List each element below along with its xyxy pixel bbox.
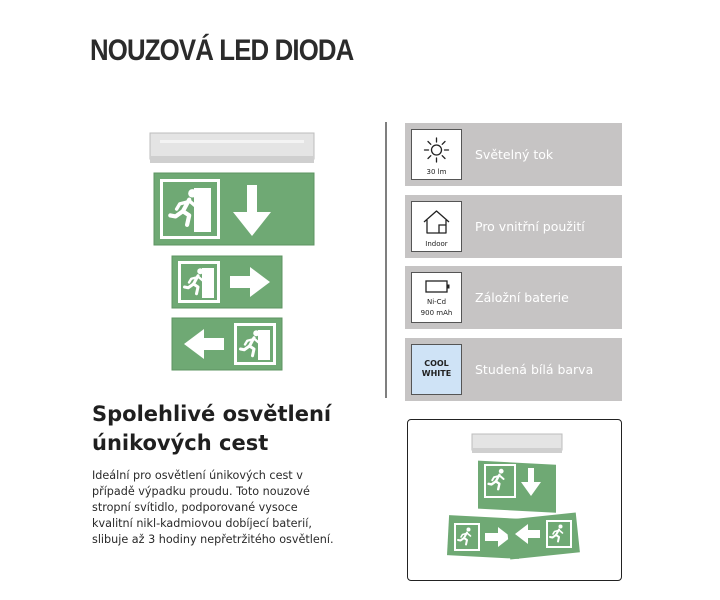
feature-label: Studená bílá barva [475, 362, 594, 377]
emergency-light-illustration [140, 128, 320, 378]
sun-icon: 30 lm [411, 129, 462, 180]
description-text: Ideální pro osvětlení únikových cest v případě výpadku proudu. Toto nouzové stropní svítidlo, podporované vysoce kvalitní nikl-kadmiovou dobíjecí baterií, slibuje až 3 hodiny nepřetržitého osvětlení. [92, 469, 334, 546]
photo-exit-sign-down [478, 461, 556, 513]
light-housing [150, 133, 314, 159]
product-photo [408, 420, 620, 579]
exit-sign-right [172, 256, 282, 308]
battery-icon: Ni-Cd 900 mAh [411, 272, 462, 323]
cool-white-swatch: COOL WHITE [411, 344, 462, 395]
feature-backup-battery [405, 266, 622, 329]
section-headline: Spolehlivé osvětlení únikových cest [92, 402, 332, 455]
page-title: NOUZOVÁ LED DIODA [90, 34, 354, 67]
feature-indoor-use [405, 195, 622, 258]
feature-luminous-flux [405, 123, 622, 186]
house-icon: Indoor [411, 201, 462, 252]
feature-cool-white [405, 338, 622, 401]
exit-sign-left [172, 318, 282, 370]
feature-label: Záložní baterie [475, 290, 569, 305]
feature-label: Pro vnitřní použití [475, 219, 585, 234]
feature-label: Světelný tok [475, 147, 554, 162]
photo-exit-sign-left [506, 512, 580, 559]
exit-sign-down [154, 173, 314, 245]
vertical-divider [385, 122, 387, 398]
product-photo-frame [407, 419, 622, 581]
